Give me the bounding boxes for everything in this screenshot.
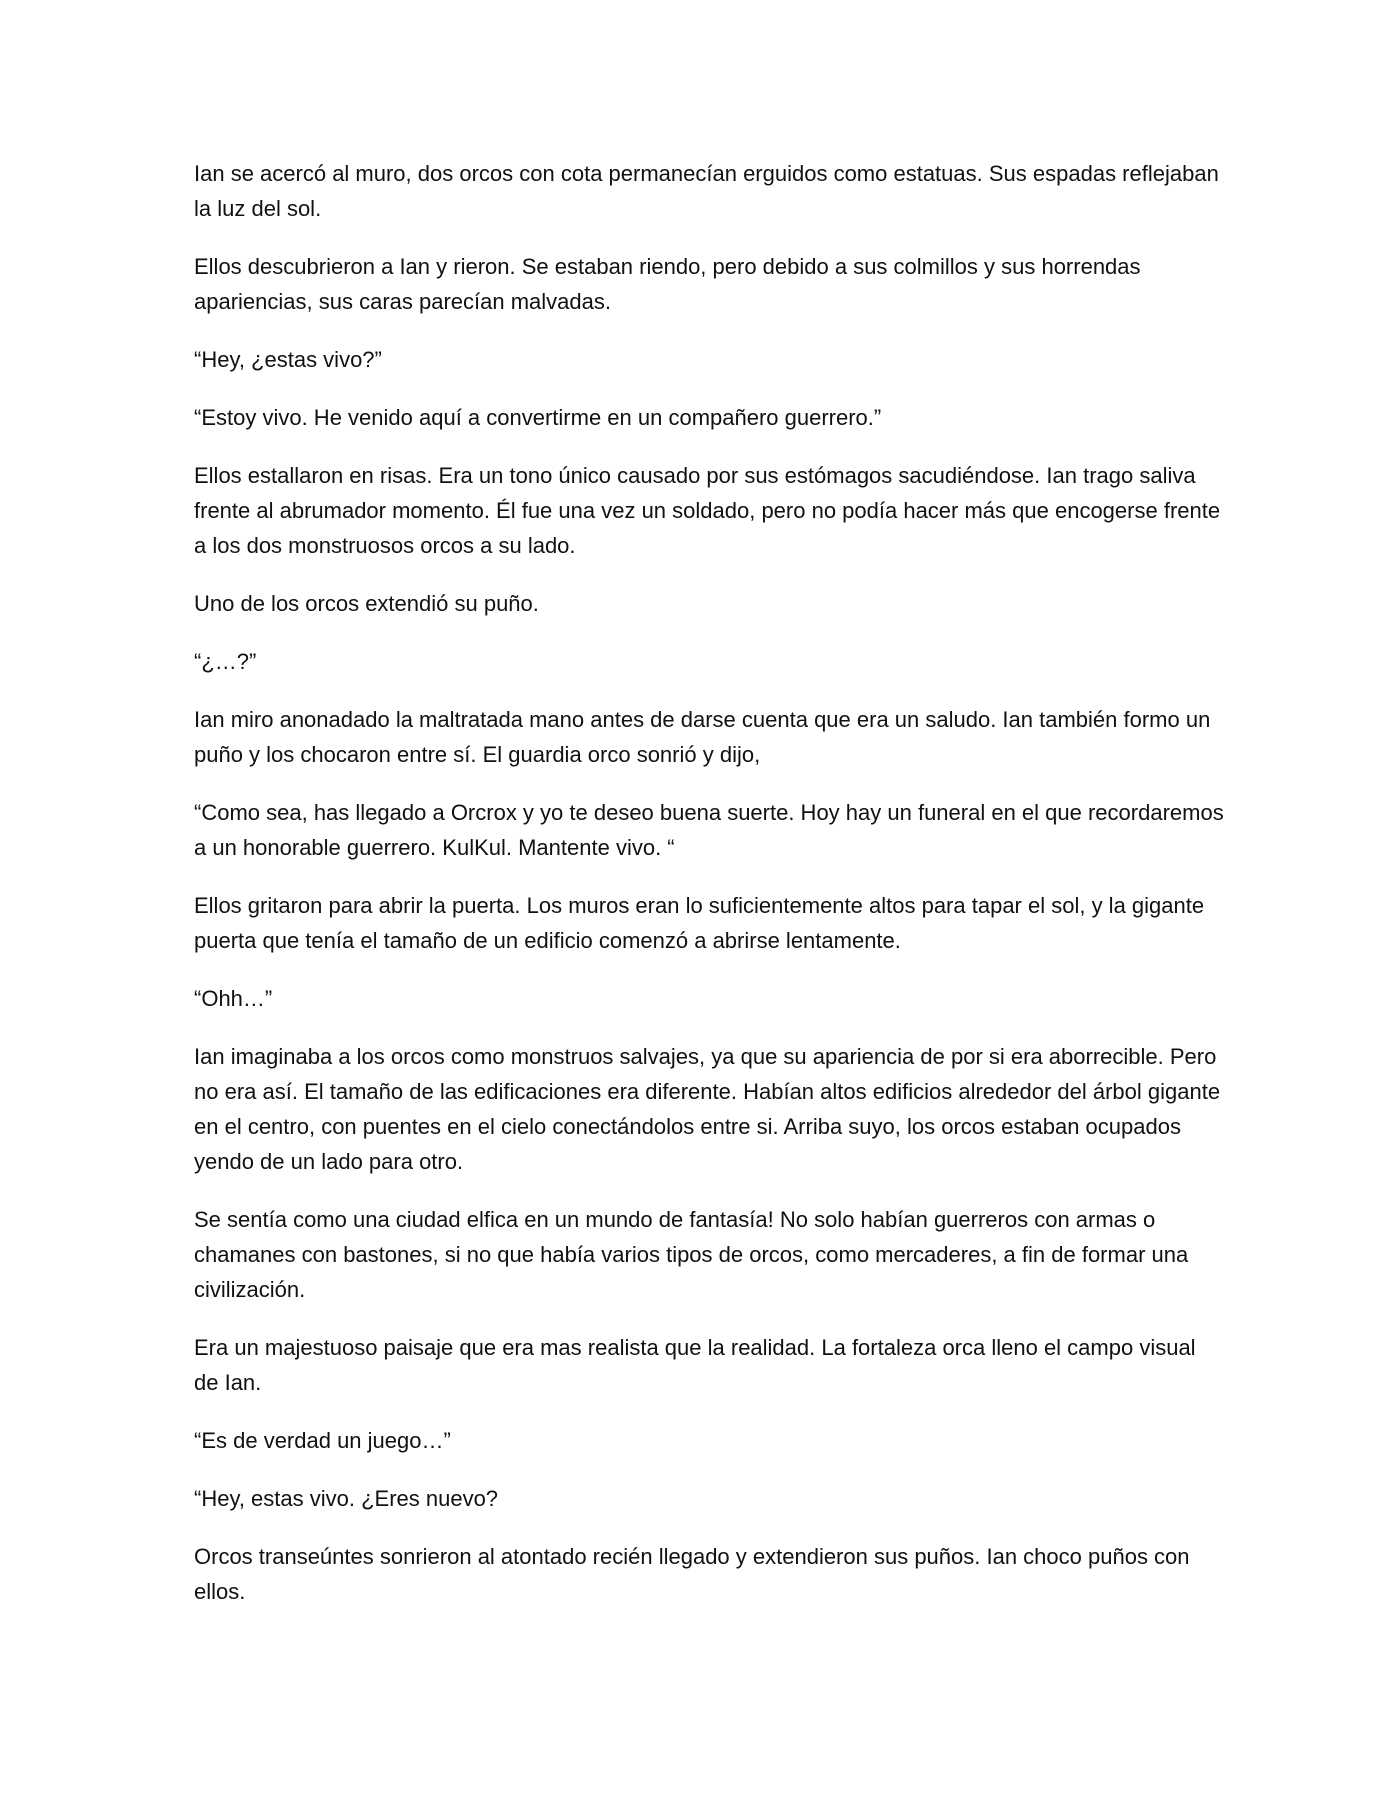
paragraph: Ian imaginaba a los orcos como monstruos salvajes, ya que su apariencia de por si era aborrecible. Pero no era así. El tamaño de las edificaciones era diferente. Habían altos edificios alrededor del árbol gigante en el centro, con puentes en el cielo conectándolos entre si. Arriba suyo, los orcos estaban ocupados yendo de un lado para otro. [194, 1044, 1221, 1174]
paragraph: “Es de verdad un juego…” [194, 1428, 451, 1453]
paragraph: Ellos gritaron para abrir la puerta. Los muros eran lo suficientemente altos para tapar el sol, y la gigante puerta que tenía el tamaño de un edificio comenzó a abrirse lentamente. [194, 893, 1205, 953]
paragraph: “Ohh…” [194, 986, 273, 1011]
paragraph: Se sentía como una ciudad elfica en un mundo de fantasía! No solo habían guerreros con armas o chamanes con bastones, si no que había varios tipos de orcos, como mercaderes, a fin de formar una civilización. [194, 1207, 1189, 1302]
paragraph: Orcos transeúntes sonrieron al atontado recién llegado y extendieron sus puños. Ian choco puños con ellos. [194, 1544, 1190, 1604]
paragraph: “Hey, ¿estas vivo?” [194, 347, 382, 372]
paragraph: “¿…?” [194, 649, 257, 674]
document-body [194, 156, 1224, 1632]
paragraph: Uno de los orcos extendió su puño. [194, 591, 539, 616]
paragraph: Ian se acercó al muro, dos orcos con cota permanecían erguidos como estatuas. Sus espadas reflejaban la luz del sol. [194, 161, 1219, 221]
paragraph: “Estoy vivo. He venido aquí a convertirme en un compañero guerrero.” [194, 405, 882, 430]
paragraph: Ian miro anonadado la maltratada mano antes de darse cuenta que era un saludo. Ian también formo un puño y los chocaron entre sí. El guardia orco sonrió y dijo, [194, 707, 1211, 767]
paragraph: “Como sea, has llegado a Orcrox y yo te deseo buena suerte. Hoy hay un funeral en el que recordaremos a un honorable guerrero. KulKul. Mantente vivo. “ [194, 800, 1224, 860]
paragraph: “Hey, estas vivo. ¿Eres nuevo? [194, 1486, 499, 1511]
paragraph: Ellos estallaron en risas. Era un tono único causado por sus estómagos sacudiéndose. Ian trago saliva frente al abrumador momento. Él fue una vez un soldado, pero no podía hacer más que encogerse frente a los dos monstruosos orcos a su lado. [194, 463, 1221, 558]
paragraph: Ellos descubrieron a Ian y rieron. Se estaban riendo, pero debido a sus colmillos y sus horrendas apariencias, sus caras parecían malvadas. [194, 254, 1141, 314]
paragraph: Era un majestuoso paisaje que era mas realista que la realidad. La fortaleza orca lleno el campo visual de Ian. [194, 1335, 1196, 1395]
